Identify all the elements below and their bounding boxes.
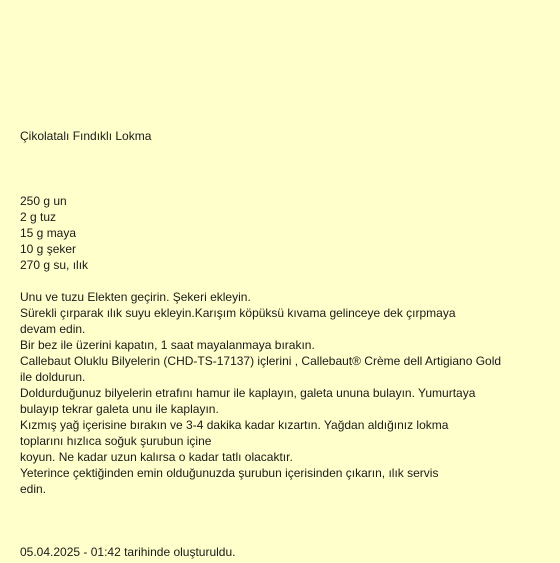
ingredient-item: 10 g şeker [20, 242, 77, 256]
instruction-step: Doldurduğunuz bilyelerin etrafını hamur ile kaplayın, galeta ununa bulayın. Yumurtaya bulayıp tekrar galeta unu ile kaplayın. [20, 386, 476, 416]
instruction-step: Callebaut Oluklu Bilyelerin (CHD-TS-17137) içlerini , Callebaut® Crème dell Artigiano Gold ile doldurun. [20, 354, 502, 384]
recipe-title: Çikolatalı Fındıklı Lokma [20, 129, 152, 143]
instruction-list [20, 289, 525, 497]
created-timestamp: 05.04.2025 - 01:42 tarihinde oluşturuldu. [20, 545, 236, 559]
ingredient-item: 15 g maya [20, 226, 77, 240]
ingredient-item: 270 g su, ılık [20, 258, 89, 272]
ingredient-item: 2 g tuz [20, 210, 57, 224]
instruction-step: Bir bez ile üzerini kapatın, 1 saat mayalanmaya bırakın. [20, 338, 315, 352]
ingredient-item: 250 g un [20, 194, 67, 208]
instruction-step: Unu ve tuzu Elekten geçirin. Şekeri ekleyin. [20, 290, 251, 304]
ingredient-list [20, 193, 88, 273]
instruction-step: Yeterince çektiğinden emin olduğunuzda şurubun içerisinden çıkarın, ılık servis edin. [20, 466, 439, 496]
instruction-step: Sürekli çırparak ılık suyu ekleyin.Karışım köpüksü kıvama gelinceye dek çırpmaya devam edin. [20, 306, 456, 336]
instruction-step: Kızmış yağ içerisine bırakın ve 3-4 dakika kadar kızartın. Yağdan aldığınız lokma toplarını hızlıca soğuk şurubun içine koyun. Ne kadar uzun kalırsa o kadar tatlı olacaktır. [20, 418, 449, 464]
